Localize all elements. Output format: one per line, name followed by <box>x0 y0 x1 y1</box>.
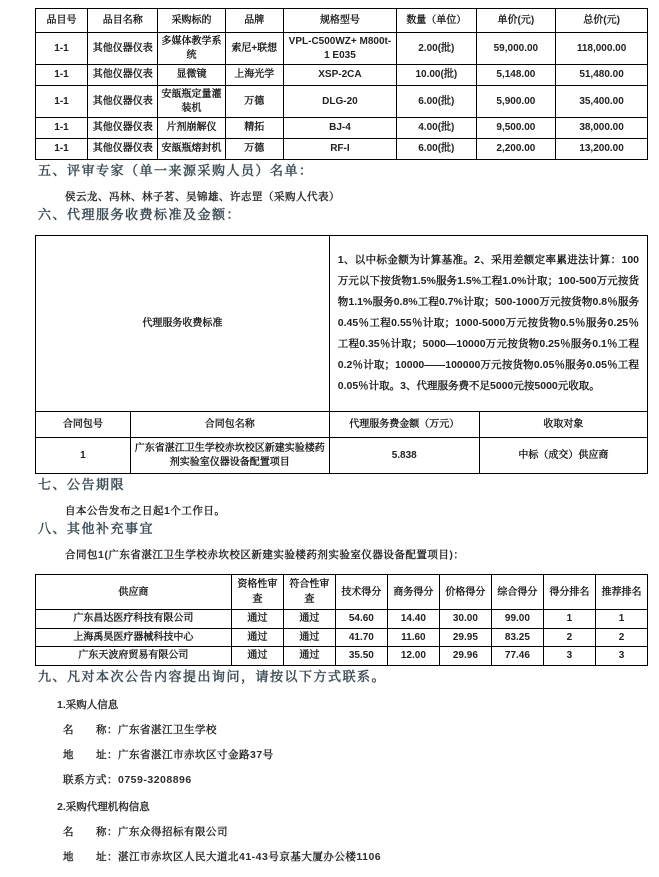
supplier-eval-table <box>35 574 648 666</box>
table-row <box>36 438 648 474</box>
cell: 其他仪器仪表 <box>88 139 158 160</box>
cell: 38,000.00 <box>556 118 648 139</box>
cell: 35.50 <box>335 647 387 666</box>
cell: 59,000.00 <box>476 33 556 65</box>
header-cell: 综合得分 <box>491 575 543 610</box>
header-cell: 代理服务费金额（万元） <box>329 412 479 438</box>
cell: 上海光学 <box>225 65 283 86</box>
cell: 万德 <box>225 139 283 160</box>
agency-addr-line <box>63 849 648 864</box>
purchaser-name-line <box>63 722 648 737</box>
fee-header-row <box>36 412 648 438</box>
cell: 29.95 <box>439 628 491 647</box>
table-row <box>36 610 648 629</box>
cell: 2 <box>543 628 595 647</box>
cell: 2,200.00 <box>476 139 556 160</box>
cell: 5,900.00 <box>476 86 556 118</box>
notice-period-text: 自本公告发布之日起1个工作日。 <box>65 505 226 517</box>
cell: 显微镜 <box>158 65 225 86</box>
cell: 通过 <box>231 647 283 666</box>
agency-name-label: 名 称： <box>63 825 118 838</box>
cell: 安瓿瓶定量灌装机 <box>158 86 225 118</box>
cell: 54.60 <box>335 610 387 629</box>
cell: 35,400.00 <box>556 86 648 118</box>
purchaser-name-value: 广东省湛江卫生学校 <box>118 723 217 736</box>
cell: 片剂崩解仪 <box>158 118 225 139</box>
agency-name-value: 广东众得招标有限公司 <box>118 825 228 838</box>
cell: 51,480.00 <box>556 65 648 86</box>
purchaser-name-label: 名 称： <box>63 723 118 736</box>
fee-standard-label: 代理服务收费标准 <box>36 236 330 412</box>
cell: 多媒体教学系统 <box>158 33 225 65</box>
cell: 10.00(批) <box>397 65 477 86</box>
cell: 6.00(批) <box>397 86 477 118</box>
header-cell: 规格型号 <box>283 9 396 33</box>
eval-header-row <box>36 575 648 610</box>
cell: 其他仪器仪表 <box>88 33 158 65</box>
fee-standard-text: 1、以中标金额为计算基准。2、采用差额定率累进法计算：100万元以下按货物1.5%服务1.5%工程1.0%计取；100-500万元按货物1.1%服务0.8%工程0.7%计取；500-1000万元按货物0.8％服务0.45％工程0.55％计取；1000-5000万元按货物0.5％服务0.25％工程0.35％计取；5000—10000万元按货物0.25％服务0.1％工程0.2％计取；10000——100000万元按货物0.05％服务0.05％工程0.05％计取。3、代理服务费不足5000元按5000元收取。 <box>329 236 647 412</box>
cell: 精拓 <box>225 118 283 139</box>
cell: 安瓿瓶熔封机 <box>158 139 225 160</box>
section9-heading: 九、凡对本次公告内容提出询问，请按以下方式联系。 <box>38 668 387 684</box>
cell: 1-1 <box>36 33 88 65</box>
cell: 13,200.00 <box>556 139 648 160</box>
header-cell: 推荐排名 <box>595 575 647 610</box>
cell: 通过 <box>283 610 335 629</box>
expert-names: 侯云龙、冯林、林子茗、吴锦雄、许志罡（采购人代表） <box>65 191 340 203</box>
header-cell: 符合性审查 <box>283 575 335 610</box>
cell: RF-I <box>283 139 396 160</box>
cell: 14.40 <box>387 610 439 629</box>
cell: 万德 <box>225 86 283 118</box>
header-cell: 得分排名 <box>543 575 595 610</box>
header-cell: 品目号 <box>36 9 88 33</box>
agency-info-title: 2.采购代理机构信息 <box>57 800 150 813</box>
cell: 通过 <box>231 610 283 629</box>
purchaser-info-title: 1.采购人信息 <box>57 698 119 711</box>
cell: 广东天波府贸易有限公司 <box>36 647 232 666</box>
cell: 5,148.00 <box>476 65 556 86</box>
cell: 3 <box>543 647 595 666</box>
table-row <box>36 118 648 139</box>
cell: 1-1 <box>36 118 88 139</box>
purchaser-addr-line <box>63 747 648 762</box>
cell: 通过 <box>283 647 335 666</box>
cell: 1-1 <box>36 86 88 118</box>
header-cell: 资格性审查 <box>231 575 283 610</box>
cell: 索尼+联想 <box>225 33 283 65</box>
cell: 通过 <box>283 628 335 647</box>
header-cell: 品牌 <box>225 9 283 33</box>
package-intro: 合同包1(广东省湛江卫生学校赤坎校区新建实验楼药剂实验室仪器设备配置项目)： <box>65 549 465 561</box>
purchaser-contact-value: 0759-3208896 <box>118 773 192 786</box>
header-cell: 商务得分 <box>387 575 439 610</box>
cell: 5.838 <box>329 438 479 474</box>
agency-fee-table <box>35 235 648 474</box>
cell: BJ-4 <box>283 118 396 139</box>
cell: 上海禹昊医疗器械科技中心 <box>36 628 232 647</box>
purchaser-addr-value: 广东省湛江市赤坎区寸金路37号 <box>118 748 274 761</box>
cell: 其他仪器仪表 <box>88 118 158 139</box>
cell: 中标（成交）供应商 <box>479 438 647 474</box>
table-row <box>36 65 648 86</box>
cell: 2.00(批) <box>397 33 477 65</box>
cell: 118,000.00 <box>556 33 648 65</box>
header-cell: 供应商 <box>36 575 232 610</box>
fee-standard-row <box>36 236 648 412</box>
cell: 通过 <box>231 628 283 647</box>
table-row <box>36 33 648 65</box>
header-cell: 价格得分 <box>439 575 491 610</box>
cell: 9,500.00 <box>476 118 556 139</box>
cell: VPL-C500WZ+ M800t-1 E035 <box>283 33 396 65</box>
section8-heading: 八、其他补充事宜 <box>38 521 155 536</box>
cell: 其他仪器仪表 <box>88 86 158 118</box>
agency-addr-label: 地 址： <box>63 850 118 863</box>
cell: 3 <box>595 647 647 666</box>
table-row <box>36 647 648 666</box>
agency-addr-value: 湛江市赤坎区人民大道北41-43号京基大厦办公楼1106 <box>118 850 382 863</box>
cell: 99.00 <box>491 610 543 629</box>
cell: XSP-2CA <box>283 65 396 86</box>
purchaser-contact-line <box>63 772 648 787</box>
items-header-row <box>36 9 648 33</box>
header-cell: 总价(元) <box>556 9 648 33</box>
items-table <box>35 8 648 160</box>
cell: 77.46 <box>491 647 543 666</box>
section5-heading: 五、评审专家（单一来源采购人员）名单： <box>38 163 314 178</box>
cell: 41.70 <box>335 628 387 647</box>
cell: 1 <box>543 610 595 629</box>
section6-heading: 六、代理服务收费标准及金额： <box>38 207 242 222</box>
cell: 12.00 <box>387 647 439 666</box>
cell: 4.00(批) <box>397 118 477 139</box>
cell: 1-1 <box>36 65 88 86</box>
header-cell: 单价(元) <box>476 9 556 33</box>
table-row <box>36 628 648 647</box>
agency-name-line <box>63 824 648 839</box>
header-cell: 品目名称 <box>88 9 158 33</box>
table-row <box>36 86 648 118</box>
cell: 广东省湛江卫生学校赤坎校区新建实验楼药剂实验室仪器设备配置项目 <box>130 438 329 474</box>
header-cell: 采购标的 <box>158 9 225 33</box>
header-cell: 技术得分 <box>335 575 387 610</box>
table-row <box>36 139 648 160</box>
cell: 1 <box>595 610 647 629</box>
cell: 6.00(批) <box>397 139 477 160</box>
cell: 2 <box>595 628 647 647</box>
purchaser-addr-label: 地 址： <box>63 748 118 761</box>
header-cell: 合同包号 <box>36 412 131 438</box>
cell: 83.25 <box>491 628 543 647</box>
cell: 1-1 <box>36 139 88 160</box>
purchaser-contact-label: 联系方式： <box>63 773 118 786</box>
cell: 广东昌达医疗科技有限公司 <box>36 610 232 629</box>
cell: 1 <box>36 438 131 474</box>
header-cell: 收取对象 <box>479 412 647 438</box>
cell: 11.60 <box>387 628 439 647</box>
cell: 30.00 <box>439 610 491 629</box>
cell: DLG-20 <box>283 86 396 118</box>
section7-heading: 七、公告期限 <box>38 477 126 492</box>
header-cell: 合同包名称 <box>130 412 329 438</box>
cell: 29.96 <box>439 647 491 666</box>
cell: 其他仪器仪表 <box>88 65 158 86</box>
header-cell: 数量（单位） <box>397 9 477 33</box>
